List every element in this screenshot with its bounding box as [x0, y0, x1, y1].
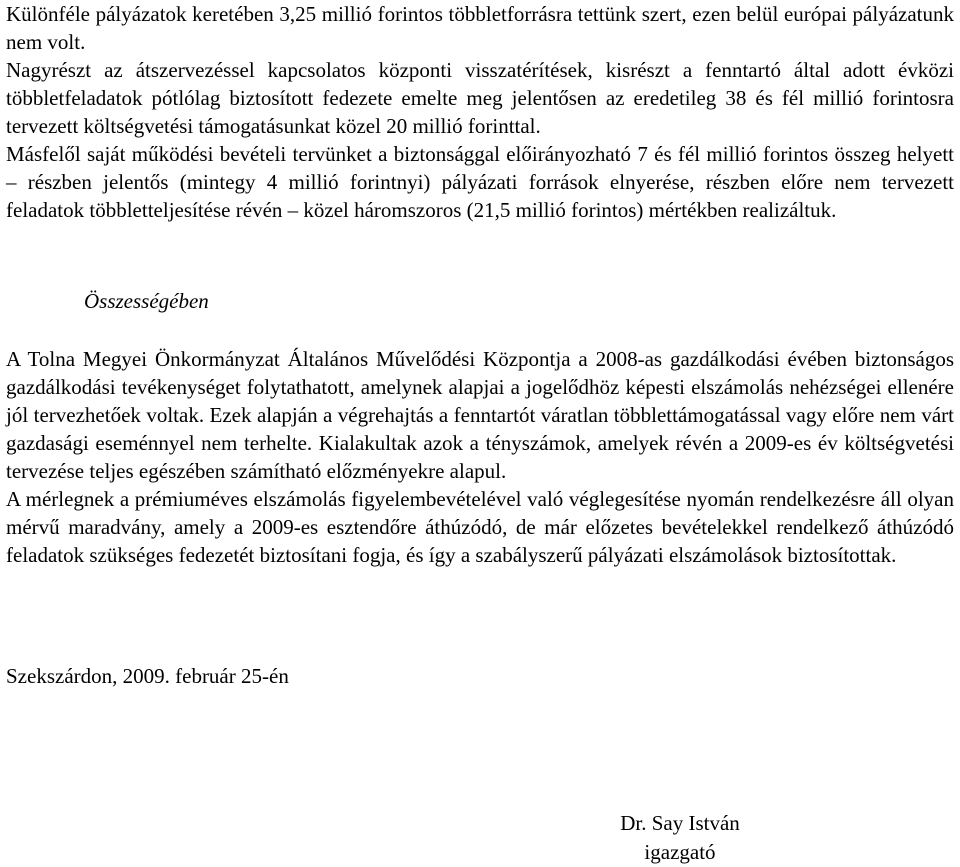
paragraph-balance: A mérlegnek a prémiuméves elszámolás figyelembevételével való véglegesítése nyomán rendelkezésre áll olyan mérvű maradvány, amely a 2009-es esztendőre áthúzódó, de már előzetes bevételekkel rendelkező áthúzódó feladatok szükséges fedezetét biztosítani fogja, és így a szabályszerű pályázati elszámolások biztosítottak. — [6, 487, 954, 567]
paragraph-summary: A Tolna Megyei Önkormányzat Általános Művelődési Központja a 2008-as gazdálkodási évében biztonságos gazdálkodási tevékenységet folytathatott, amelynek alapjai a jogelődhöz képesti elszámolás nehézségei ellenére jól tervezhetőek voltak. Ezek alapján a végrehajtás a fenntartót váratlan többlettámogatással vagy előre nem várt gazdasági eseménnyel nem terhelte. Kialakultak azok a tényszámok, amelyek révén a 2009-es év költségvetési tervezése teljes egészében számítható előzményekre alapul. — [6, 347, 954, 483]
signatory-title: igazgató — [644, 840, 716, 864]
section-heading: Összességében — [84, 289, 209, 313]
bottom-paragraphs — [6, 345, 954, 569]
signatory-name: Dr. Say István — [620, 811, 740, 835]
dateline: Szekszárdon, 2009. február 25-én — [6, 664, 289, 688]
top-paragraphs — [6, 0, 954, 224]
signature-block — [600, 809, 760, 867]
paragraph-own-revenue: Másfelől saját működési bevételi tervünket a biztonsággal előirányozható 7 és fél millió forintos összeg helyett – részben jelentős (mintegy 4 millió forintnyi) pályázati források elnyerése, részben előre nem tervezett feladatok többletteljesítése révén – közel háromszoros (21,5 millió forintos) mértékben realizáltuk. — [6, 142, 954, 222]
paragraph-tenders: Különféle pályázatok keretében 3,25 millió forintos többletforrásra tettünk szert, ezen belül európai pályázatunk nem volt. — [6, 2, 954, 54]
paragraph-central-refunds: Nagyrészt az átszervezéssel kapcsolatos központi visszatérítések, kisrészt a fenntartó által adott évközi többletfeladatok pótlólag biztosított fedezete emelte meg jelentősen az eredetileg 38 és fél millió forintosra tervezett költségvetési támogatásunkat közel 20 millió forinttal. — [6, 58, 954, 138]
